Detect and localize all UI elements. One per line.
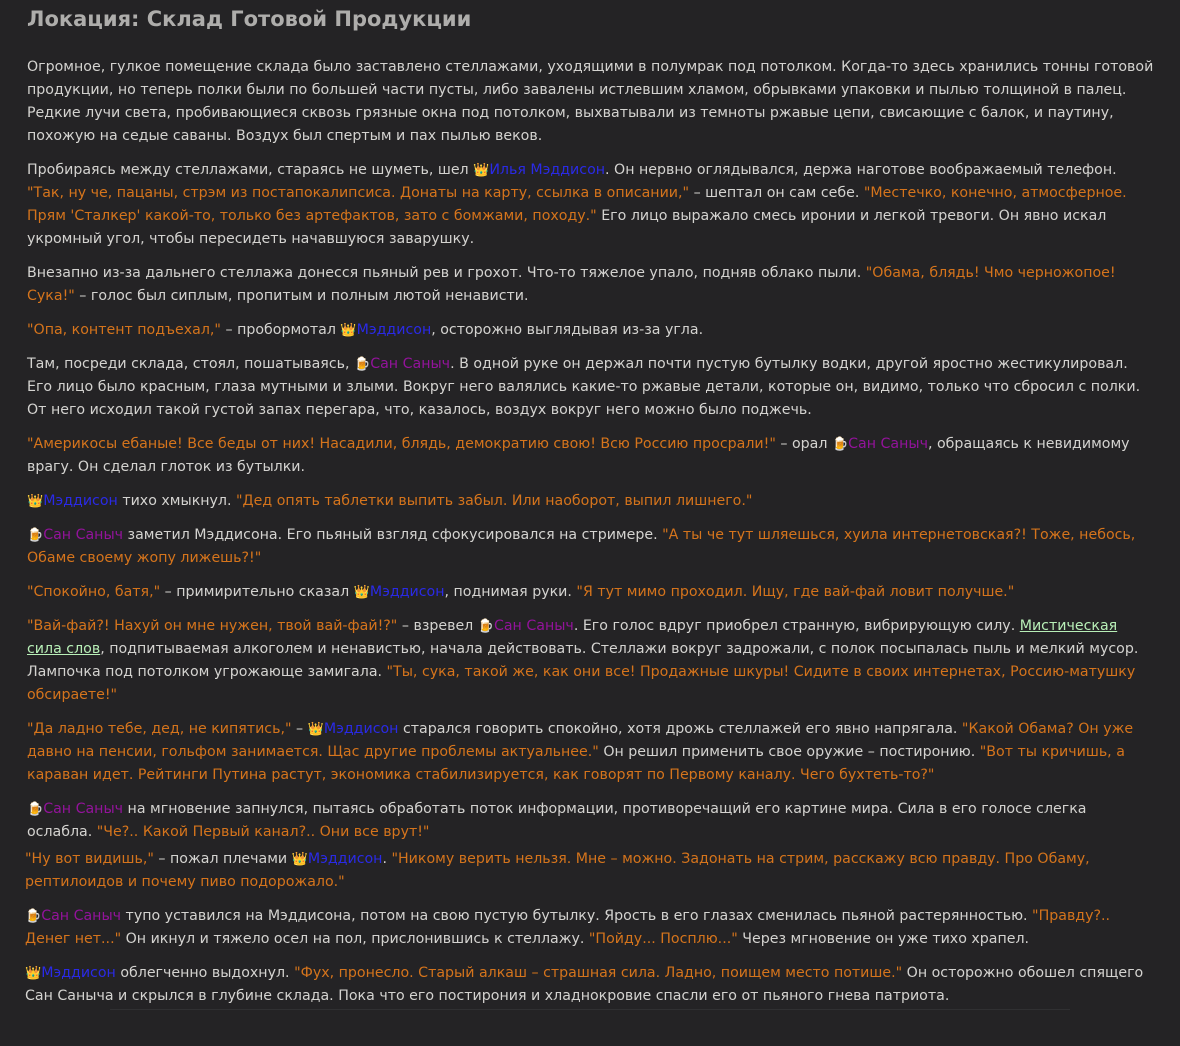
dialogue-quote: "Так, ну че, пацаны, стрэм из постапокалипсиса. Донаты на карту, ссылка в описании," (27, 185, 690, 201)
character-maddison: Мэддисон (323, 721, 399, 737)
narration: Там, посреди склада, стоял, пошатываясь, (27, 356, 355, 372)
narration: – голос был сиплым, пропитым и полным лютой ненависти. (74, 288, 529, 304)
narration: – пожал плечами (153, 851, 292, 867)
character-san-sanych: Сан Саныч (41, 908, 122, 924)
narration: Он решил применить свое оружие – постиронию. (598, 744, 980, 760)
crown-icon: 👑 (353, 585, 370, 600)
narration: , обращаясь к невидимому врагу. Он сделал глоток из бутылки. (27, 436, 1130, 475)
crown-icon: 👑 (291, 852, 308, 867)
narration: – примирительно сказал (160, 584, 354, 600)
beer-mug-icon: 🍺 (27, 528, 44, 543)
paragraph-3 (27, 262, 1156, 308)
character-maddison: Илья Мэддисон (489, 162, 606, 178)
character-san-sanych: Сан Саныч (43, 801, 124, 817)
character-san-sanych: Сан Саныч (370, 356, 451, 372)
dialogue-quote: "Ты, сука, такой же, как они все! Продажные шкуры! Сидите в своих интернетах, Россию-матушку обсираете!" (27, 664, 1136, 703)
narration: Внезапно из-за дальнего стеллажа донесся пьяный рев и грохот. Что-то тяжелое упало, подняв облако пыли. (27, 265, 866, 281)
beer-mug-icon: 🍺 (831, 437, 849, 452)
paragraph-9 (27, 581, 1156, 604)
dialogue-quote: "Дед опять таблетки выпить забыл. Или наоборот, выпил лишнего." (236, 493, 753, 509)
narration: Через мгновение он уже тихо храпел. (737, 931, 1030, 947)
narration: – пробормотал (220, 322, 341, 338)
beer-mug-icon: 🍺 (477, 619, 494, 634)
narration: , поднимая руки. (444, 584, 577, 600)
character-san-sanych: Сан Саныч (493, 618, 574, 634)
narration: . Он нервно оглядывался, держа наготове воображаемый телефон. (605, 162, 1117, 178)
narration: Его лицо выражало смесь иронии и легкой тревоги. Он явно искал укромный угол, чтобы пересидеть начавшуюся заварушку. (27, 208, 1107, 247)
paragraph-4 (27, 319, 1156, 342)
narration: облегченно выдохнул. (115, 965, 295, 981)
dialogue-quote: "Америкосы ебаные! Все беды от них! Насадили, блядь, демократию свою! Всю Россию просрали!" (27, 436, 776, 452)
character-maddison: Мэддисон (307, 851, 383, 867)
paragraph-10 (27, 615, 1156, 707)
dialogue-quote: "Правду?.. Денег нет..." (25, 908, 1111, 947)
narration: , подпитываемая алкоголем и ненавистью, начала действовать. Стеллажи вокруг задрожали, с полок посыпалась пыль и мелкий мусор. Лампочка под потолком угрожающе замигала. (27, 641, 1139, 680)
paragraph-12 (27, 798, 1156, 844)
narration: , осторожно выглядывая из-за угла. (431, 322, 704, 338)
narration: Пробираясь между стеллажами, стараясь не шуметь, шел (27, 162, 474, 178)
character-san-sanych: Сан Саныч (848, 436, 928, 452)
paragraph-6 (27, 433, 1156, 479)
location-title: Локация: Склад Готовой Продукции (27, 7, 472, 31)
narration: . (382, 851, 392, 867)
narration: – орал (775, 436, 832, 452)
dialogue-quote: "А ты че тут шляешься, хуила интернетовская?! Тоже, небось, Обаме своему жопу лижешь?!" (27, 527, 1136, 566)
paragraph-14 (25, 905, 1156, 951)
beer-mug-icon: 🍺 (27, 802, 44, 817)
narration: тупо уставился на Мэддисона, потом на свою пустую бутылку. Ярость в его глазах сменилась пьяной растерянностью. (121, 908, 1033, 924)
narration: Огромное, гулкое помещение склада было заставлено стеллажами, уходящими в полумрак под потолком. Когда-то здесь хранились тонны готовой продукции, но теперь полки были по большей части пусты, либо завалены истлевшим хламом, обрывками упаковки и пылью толщиной в палец. Редкие лучи света, пробивающиеся сквозь грязные окна под потолком, выхватывали из темноты ржавые цепи, свисающие с балок, и паутину, похожую на седые саваны. Воздух был спертым и пах пылью веков. (27, 59, 1154, 144)
dialogue-quote: "Да ладно тебе, дед, не кипятись," (27, 721, 292, 737)
narration: – взревел (397, 618, 478, 634)
dialogue-quote: "Обама, блядь! Чмо черножопое! Сука!" (27, 265, 1116, 304)
paragraph-8 (27, 524, 1156, 570)
dialogue-quote: "Опа, контент подъехал," (27, 322, 221, 338)
character-maddison: Мэддисон (369, 584, 445, 600)
crown-icon: 👑 (25, 966, 42, 981)
narration: . Его голос вдруг приобрел странную, вибрирующую силу. (573, 618, 1020, 634)
narration: заметил Мэддисона. Его пьяный взгляд сфокусировался на стримере. (123, 527, 663, 543)
character-san-sanych: Сан Саныч (43, 527, 124, 543)
dialogue-quote: "Спокойно, батя," (27, 584, 161, 600)
dialogue-quote: "Пойду... Посплю..." (588, 931, 738, 947)
dialogue-quote: "Че?.. Какой Первый канал?.. Они все врут!" (96, 824, 430, 840)
mystic-power-link[interactable]: Мистическая сила слов (27, 618, 1118, 657)
paragraph-11 (27, 718, 1156, 787)
crown-icon: 👑 (307, 722, 324, 737)
dialogue-quote: "Фух, пронесло. Старый алкаш – страшная сила. Ладно, поищем место потише." (294, 965, 903, 981)
dialogue-quote: "Я тут мимо проходил. Ищу, где вай-фай ловит получше." (576, 584, 1015, 600)
narration: Он осторожно обошел спящего Сан Саныча и скрылся в глубине склада. Пока что его постирония и хладнокровие спасли его от пьяного гнева патриота. (25, 965, 1144, 1004)
narration: Он икнул и тяжело осел на пол, прислонившись к стеллажу. (121, 931, 589, 947)
character-maddison: Мэддисон (43, 493, 118, 509)
narration: – шептал он сам себе. (689, 185, 864, 201)
character-maddison: Мэддисон (41, 965, 116, 981)
beer-mug-icon: 🍺 (354, 357, 371, 372)
narration: – (291, 721, 308, 737)
beer-mug-icon: 🍺 (25, 909, 42, 924)
narration: . В одной руке он держал почти пустую бутылку водки, другой яростно жестикулировал. Его лицо было красным, глаза мутными и злыми. Вокруг него валялись какие-то ржавые детали, которые он, видимо, только что сбросил с полки. От него исходил такой густой запах перегара, что, казалось, воздух вокруг него можно было поджечь. (27, 356, 1141, 418)
crown-icon: 👑 (473, 163, 490, 178)
bottom-divider (110, 1009, 1070, 1010)
narration: тихо хмыкнул. (117, 493, 237, 509)
crown-icon: 👑 (340, 323, 357, 338)
dialogue-quote: "Вот ты кричишь, а караван идет. Рейтинги Путина растут, экономика стабилизируется, как говорят по Первому каналу. Чего бухтеть-то?" (27, 744, 1125, 783)
dialogue-quote: "Какой Обама? Он уже давно на пенсии, гольфом занимается. Щас другие проблемы актуальнее." (27, 721, 1134, 760)
narration: старался говорить спокойно, хотя дрожь стеллажей его явно напрягала. (398, 721, 962, 737)
paragraph-2 (27, 159, 1156, 251)
dialogue-quote: "Ну вот видишь," (25, 851, 154, 867)
paragraph-intro (27, 56, 1156, 148)
paragraph-15 (25, 962, 1156, 1008)
dialogue-quote: "Вай-фай?! Нахуй он мне нужен, твой вай-фай!?" (27, 618, 398, 634)
narration: на мгновение запнулся, пытаясь обработать поток информации, противоречащий его картине мира. Сила в его голосе слегка ослабла. (27, 801, 1087, 840)
paragraph-13 (25, 848, 1156, 894)
paragraph-7 (27, 490, 1156, 513)
dialogue-quote: "Никому верить нельзя. Мне – можно. Задонать на стрим, расскажу всю правду. Про Обаму, рептилоидов и почему пиво подорожало." (25, 851, 1090, 890)
dialogue-quote: "Местечко, конечно, атмосферное. Прям 'Сталкер' какой-то, только без артефактов, зато с бомжами, походу." (27, 185, 1127, 224)
paragraph-5 (27, 353, 1156, 422)
crown-icon: 👑 (27, 494, 44, 509)
character-maddison: Мэддисон (356, 322, 432, 338)
